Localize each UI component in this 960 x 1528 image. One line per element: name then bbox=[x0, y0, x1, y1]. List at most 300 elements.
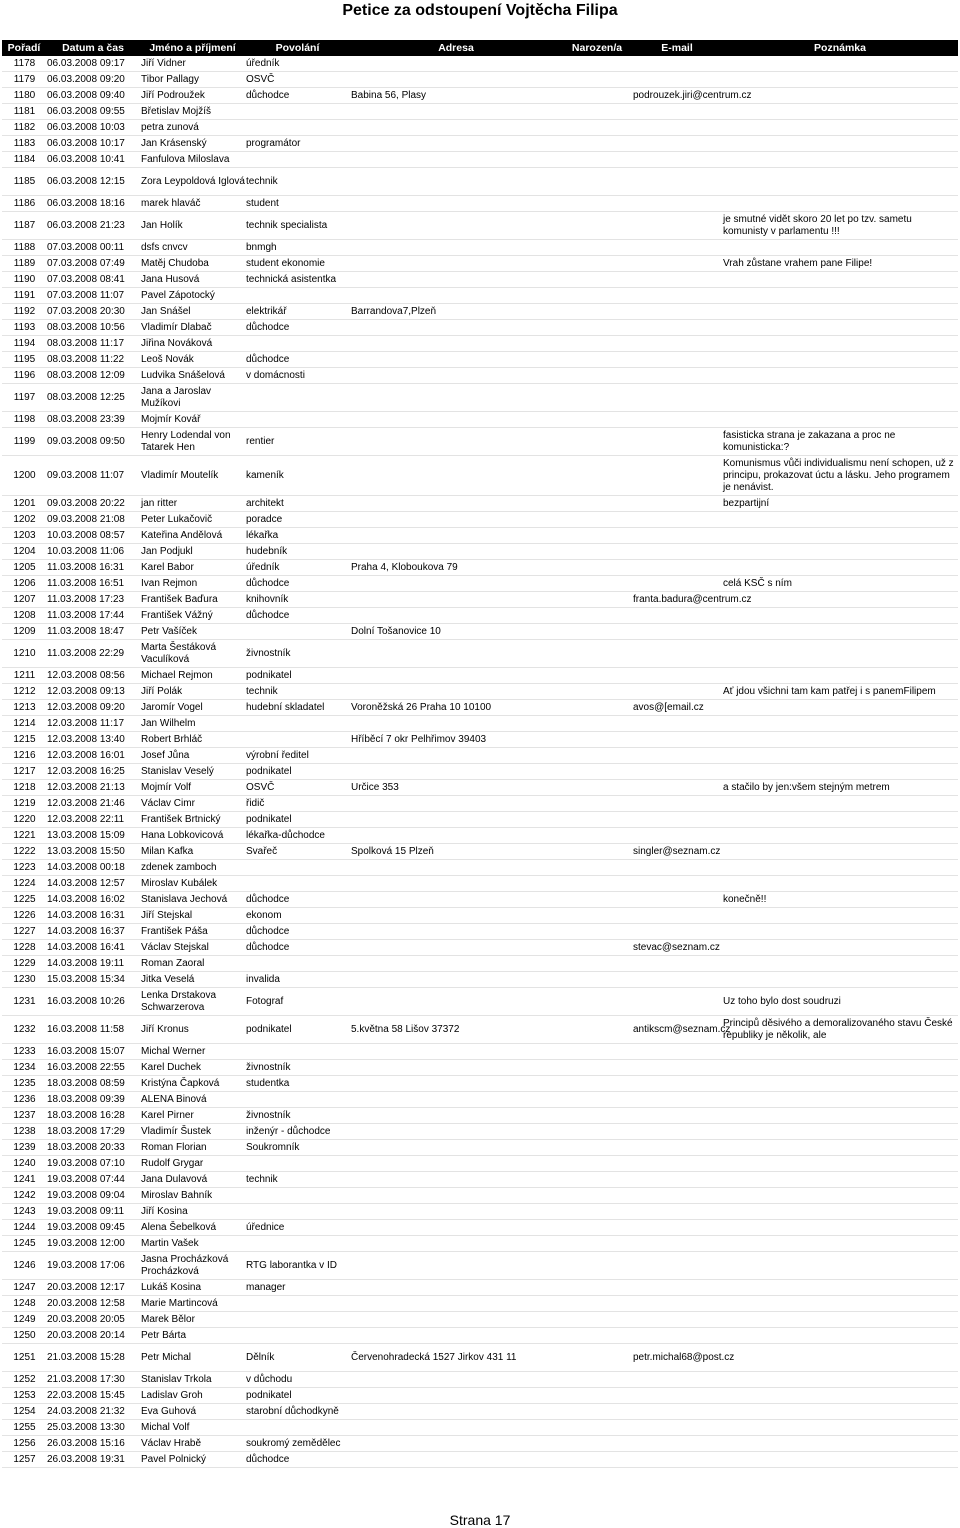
table-row bbox=[2, 72, 958, 88]
cell-note bbox=[722, 1388, 958, 1404]
cell-order: 1188 bbox=[2, 240, 46, 256]
cell-datetime: 19.03.2008 12:00 bbox=[46, 1236, 140, 1252]
table-row bbox=[2, 104, 958, 120]
cell-address bbox=[350, 1188, 562, 1204]
cell-occupation: podnikatel bbox=[245, 1016, 350, 1044]
cell-email bbox=[632, 72, 722, 88]
cell-born bbox=[562, 844, 632, 860]
table-row bbox=[2, 368, 958, 384]
table-row bbox=[2, 876, 958, 892]
cell-order: 1249 bbox=[2, 1312, 46, 1328]
cell-name: Eva Guhová bbox=[140, 1404, 245, 1420]
cell-email bbox=[632, 956, 722, 972]
cell-name: Jan Holík bbox=[140, 212, 245, 240]
cell-born bbox=[562, 812, 632, 828]
cell-occupation bbox=[245, 412, 350, 428]
cell-name: Jana Dulavová bbox=[140, 1172, 245, 1188]
cell-born bbox=[562, 1252, 632, 1280]
cell-name: Jiří Kronus bbox=[140, 1016, 245, 1044]
cell-born bbox=[562, 1076, 632, 1092]
cell-email bbox=[632, 640, 722, 668]
cell-order: 1246 bbox=[2, 1252, 46, 1280]
cell-note bbox=[722, 1076, 958, 1092]
cell-born bbox=[562, 412, 632, 428]
cell-note bbox=[722, 748, 958, 764]
cell-email bbox=[632, 256, 722, 272]
cell-occupation: úředník bbox=[245, 56, 350, 72]
table-row bbox=[2, 592, 958, 608]
cell-name: Zora Leypoldová Iglová bbox=[140, 168, 245, 196]
cell-note bbox=[722, 1220, 958, 1236]
cell-born bbox=[562, 1452, 632, 1468]
cell-email bbox=[632, 1076, 722, 1092]
cell-born bbox=[562, 336, 632, 352]
cell-datetime: 20.03.2008 12:58 bbox=[46, 1296, 140, 1312]
cell-datetime: 18.03.2008 17:29 bbox=[46, 1124, 140, 1140]
cell-email[interactable]: singler@seznam.cz bbox=[632, 844, 722, 860]
cell-name: Kristýna Čapková bbox=[140, 1076, 245, 1092]
table-row bbox=[2, 748, 958, 764]
cell-name: Jana Husová bbox=[140, 272, 245, 288]
cell-address bbox=[350, 908, 562, 924]
table-row bbox=[2, 1344, 958, 1372]
cell-note bbox=[722, 1372, 958, 1388]
cell-born bbox=[562, 668, 632, 684]
cell-note: Uz toho bylo dost soudruzi bbox=[722, 988, 958, 1016]
cell-address bbox=[350, 812, 562, 828]
table-row bbox=[2, 512, 958, 528]
cell-datetime: 08.03.2008 11:22 bbox=[46, 352, 140, 368]
cell-datetime: 07.03.2008 07:49 bbox=[46, 256, 140, 272]
cell-address bbox=[350, 320, 562, 336]
cell-name: Rudolf Grygar bbox=[140, 1156, 245, 1172]
cell-address bbox=[350, 1156, 562, 1172]
cell-occupation bbox=[245, 384, 350, 412]
cell-name: Jana a Jaroslav Mužíkovi bbox=[140, 384, 245, 412]
cell-note bbox=[722, 1108, 958, 1124]
cell-name: Jan Wilhelm bbox=[140, 716, 245, 732]
page-number: Strana 17 bbox=[449, 1512, 511, 1528]
cell-address: Červenohradecká 1527 Jirkov 431 11 bbox=[350, 1344, 562, 1372]
cell-born bbox=[562, 732, 632, 748]
cell-email bbox=[632, 1312, 722, 1328]
cell-datetime: 12.03.2008 08:56 bbox=[46, 668, 140, 684]
cell-note: konečně!! bbox=[722, 892, 958, 908]
table-header-row bbox=[2, 40, 958, 56]
cell-occupation: poradce bbox=[245, 512, 350, 528]
table-row bbox=[2, 1140, 958, 1156]
cell-email bbox=[632, 1372, 722, 1388]
cell-address bbox=[350, 684, 562, 700]
cell-occupation: lékařka bbox=[245, 528, 350, 544]
cell-occupation: důchodce bbox=[245, 88, 350, 104]
cell-datetime: 21.03.2008 17:30 bbox=[46, 1372, 140, 1388]
cell-occupation: student bbox=[245, 196, 350, 212]
cell-address bbox=[350, 72, 562, 88]
col-header-occupation: Povolání bbox=[245, 40, 350, 56]
cell-note bbox=[722, 812, 958, 828]
cell-email bbox=[632, 1156, 722, 1172]
cell-name: Jasna Procházková Procházková bbox=[140, 1252, 245, 1280]
cell-occupation: technická asistentka bbox=[245, 272, 350, 288]
cell-note bbox=[722, 640, 958, 668]
cell-email[interactable]: stevac@seznam.cz bbox=[632, 940, 722, 956]
table-row bbox=[2, 1220, 958, 1236]
cell-order: 1223 bbox=[2, 860, 46, 876]
cell-email bbox=[632, 528, 722, 544]
cell-address bbox=[350, 940, 562, 956]
cell-note bbox=[722, 136, 958, 152]
cell-note bbox=[722, 384, 958, 412]
cell-note bbox=[722, 1312, 958, 1328]
cell-address bbox=[350, 608, 562, 624]
cell-order: 1197 bbox=[2, 384, 46, 412]
cell-occupation: výrobní ředitel bbox=[245, 748, 350, 764]
cell-occupation bbox=[245, 1188, 350, 1204]
cell-datetime: 24.03.2008 21:32 bbox=[46, 1404, 140, 1420]
cell-born bbox=[562, 860, 632, 876]
cell-occupation: technik bbox=[245, 684, 350, 700]
cell-name: František Brtnický bbox=[140, 812, 245, 828]
cell-born bbox=[562, 384, 632, 412]
cell-datetime: 11.03.2008 18:47 bbox=[46, 624, 140, 640]
cell-occupation bbox=[245, 1092, 350, 1108]
cell-note bbox=[722, 668, 958, 684]
cell-born bbox=[562, 528, 632, 544]
cell-email bbox=[632, 56, 722, 72]
cell-order: 1213 bbox=[2, 700, 46, 716]
cell-email bbox=[632, 456, 722, 496]
cell-born bbox=[562, 748, 632, 764]
cell-address bbox=[350, 544, 562, 560]
cell-order: 1230 bbox=[2, 972, 46, 988]
cell-order: 1255 bbox=[2, 1420, 46, 1436]
cell-datetime: 10.03.2008 08:57 bbox=[46, 528, 140, 544]
cell-name: Michal Werner bbox=[140, 1044, 245, 1060]
cell-datetime: 12.03.2008 16:25 bbox=[46, 764, 140, 780]
cell-email bbox=[632, 428, 722, 456]
cell-name: Matěj Chudoba bbox=[140, 256, 245, 272]
cell-note bbox=[722, 1156, 958, 1172]
cell-email bbox=[632, 608, 722, 624]
cell-note bbox=[722, 1236, 958, 1252]
cell-note bbox=[722, 1296, 958, 1312]
cell-order: 1196 bbox=[2, 368, 46, 384]
cell-order: 1219 bbox=[2, 796, 46, 812]
cell-name: Jiří Stejskal bbox=[140, 908, 245, 924]
cell-name: Josef Jůna bbox=[140, 748, 245, 764]
cell-email[interactable]: podrouzek.jiri@centrum.cz bbox=[632, 88, 722, 104]
cell-name: Fanfulova Miloslava bbox=[140, 152, 245, 168]
table-row bbox=[2, 288, 958, 304]
cell-order: 1186 bbox=[2, 196, 46, 212]
table-row bbox=[2, 608, 958, 624]
cell-born bbox=[562, 892, 632, 908]
cell-order: 1240 bbox=[2, 1156, 46, 1172]
cell-datetime: 08.03.2008 10:56 bbox=[46, 320, 140, 336]
cell-email bbox=[632, 1280, 722, 1296]
cell-born bbox=[562, 304, 632, 320]
cell-note bbox=[722, 412, 958, 428]
cell-note bbox=[722, 796, 958, 812]
cell-name: Karel Pirner bbox=[140, 1108, 245, 1124]
cell-email bbox=[632, 240, 722, 256]
cell-order: 1216 bbox=[2, 748, 46, 764]
cell-occupation bbox=[245, 716, 350, 732]
cell-email bbox=[632, 812, 722, 828]
cell-email bbox=[632, 924, 722, 940]
cell-address bbox=[350, 1420, 562, 1436]
cell-email bbox=[632, 1388, 722, 1404]
cell-address bbox=[350, 796, 562, 812]
cell-occupation: ekonom bbox=[245, 908, 350, 924]
cell-occupation: RTG laborantka v ID bbox=[245, 1252, 350, 1280]
cell-name: Alena Šebelková bbox=[140, 1220, 245, 1236]
cell-note bbox=[722, 1436, 958, 1452]
cell-name: Mojmír Volf bbox=[140, 780, 245, 796]
cell-occupation bbox=[245, 104, 350, 120]
cell-email bbox=[632, 1108, 722, 1124]
cell-order: 1225 bbox=[2, 892, 46, 908]
cell-note bbox=[722, 1172, 958, 1188]
cell-datetime: 09.03.2008 21:08 bbox=[46, 512, 140, 528]
cell-name: Jan Snášel bbox=[140, 304, 245, 320]
cell-datetime: 12.03.2008 22:11 bbox=[46, 812, 140, 828]
cell-email bbox=[632, 1252, 722, 1280]
cell-note bbox=[722, 336, 958, 352]
cell-note: celá KSČ s ním bbox=[722, 576, 958, 592]
col-header-name: Jméno a příjmení bbox=[140, 40, 245, 56]
cell-email bbox=[632, 780, 722, 796]
cell-datetime: 11.03.2008 22:29 bbox=[46, 640, 140, 668]
cell-born bbox=[562, 1156, 632, 1172]
cell-datetime: 26.03.2008 19:31 bbox=[46, 1452, 140, 1468]
cell-note bbox=[722, 304, 958, 320]
cell-note bbox=[722, 512, 958, 528]
cell-born bbox=[562, 1312, 632, 1328]
cell-born bbox=[562, 560, 632, 576]
cell-datetime: 08.03.2008 11:17 bbox=[46, 336, 140, 352]
cell-email[interactable]: petr.michal68@post.cz bbox=[632, 1344, 722, 1372]
cell-occupation: živnostník bbox=[245, 1060, 350, 1076]
table-row bbox=[2, 1016, 958, 1044]
cell-note bbox=[722, 352, 958, 368]
cell-name: Stanislav Trkola bbox=[140, 1372, 245, 1388]
cell-born bbox=[562, 368, 632, 384]
cell-note: a stačilo by jen:všem stejným metrem bbox=[722, 780, 958, 796]
cell-born bbox=[562, 684, 632, 700]
cell-born bbox=[562, 196, 632, 212]
cell-note bbox=[722, 956, 958, 972]
cell-email bbox=[632, 1452, 722, 1468]
table-row bbox=[2, 576, 958, 592]
cell-order: 1222 bbox=[2, 844, 46, 860]
cell-name: Michal Volf bbox=[140, 1420, 245, 1436]
cell-occupation bbox=[245, 732, 350, 748]
cell-order: 1232 bbox=[2, 1016, 46, 1044]
cell-order: 1185 bbox=[2, 168, 46, 196]
cell-note bbox=[722, 1404, 958, 1420]
cell-address bbox=[350, 428, 562, 456]
cell-address: Voroněžská 26 Praha 10 10100 bbox=[350, 700, 562, 716]
cell-order: 1226 bbox=[2, 908, 46, 924]
cell-order: 1189 bbox=[2, 256, 46, 272]
cell-address bbox=[350, 336, 562, 352]
cell-name: Jaromír Vogel bbox=[140, 700, 245, 716]
cell-address bbox=[350, 1388, 562, 1404]
cell-name: Peter Lukačovič bbox=[140, 512, 245, 528]
cell-born bbox=[562, 700, 632, 716]
table-row bbox=[2, 716, 958, 732]
cell-order: 1248 bbox=[2, 1296, 46, 1312]
cell-order: 1238 bbox=[2, 1124, 46, 1140]
cell-datetime: 06.03.2008 09:40 bbox=[46, 88, 140, 104]
cell-email bbox=[632, 796, 722, 812]
cell-address bbox=[350, 1172, 562, 1188]
cell-address bbox=[350, 1312, 562, 1328]
cell-occupation: důchodce bbox=[245, 352, 350, 368]
cell-address bbox=[350, 256, 562, 272]
cell-note bbox=[722, 700, 958, 716]
cell-address: Spolková 15 Plzeň bbox=[350, 844, 562, 860]
cell-born bbox=[562, 1140, 632, 1156]
cell-datetime: 14.03.2008 16:02 bbox=[46, 892, 140, 908]
cell-note bbox=[722, 1280, 958, 1296]
cell-occupation: důchodce bbox=[245, 940, 350, 956]
cell-occupation: lékařka-důchodce bbox=[245, 828, 350, 844]
cell-note bbox=[722, 608, 958, 624]
page-title: Petice za odstoupení Vojtěcha Filipa bbox=[342, 2, 618, 19]
cell-note bbox=[722, 1044, 958, 1060]
table-row bbox=[2, 812, 958, 828]
cell-born bbox=[562, 212, 632, 240]
cell-datetime: 07.03.2008 20:30 bbox=[46, 304, 140, 320]
cell-datetime: 14.03.2008 16:31 bbox=[46, 908, 140, 924]
cell-datetime: 06.03.2008 10:03 bbox=[46, 120, 140, 136]
cell-born bbox=[562, 1188, 632, 1204]
cell-occupation: Dělník bbox=[245, 1344, 350, 1372]
cell-name: ALENA Binová bbox=[140, 1092, 245, 1108]
cell-datetime: 12.03.2008 21:13 bbox=[46, 780, 140, 796]
cell-address bbox=[350, 352, 562, 368]
cell-datetime: 26.03.2008 15:16 bbox=[46, 1436, 140, 1452]
cell-born bbox=[562, 72, 632, 88]
cell-note bbox=[722, 1344, 958, 1372]
cell-order: 1218 bbox=[2, 780, 46, 796]
table-row bbox=[2, 1252, 958, 1280]
cell-email bbox=[632, 212, 722, 240]
cell-born bbox=[562, 288, 632, 304]
cell-occupation: OSVČ bbox=[245, 780, 350, 796]
cell-name: Václav Hrabě bbox=[140, 1436, 245, 1452]
cell-datetime: 11.03.2008 17:44 bbox=[46, 608, 140, 624]
cell-email bbox=[632, 560, 722, 576]
table-row bbox=[2, 428, 958, 456]
cell-occupation: důchodce bbox=[245, 924, 350, 940]
cell-born bbox=[562, 1372, 632, 1388]
cell-email bbox=[632, 860, 722, 876]
cell-note bbox=[722, 860, 958, 876]
cell-email bbox=[632, 152, 722, 168]
cell-occupation: důchodce bbox=[245, 320, 350, 336]
cell-name: Jiří Vidner bbox=[140, 56, 245, 72]
cell-datetime: 12.03.2008 11:17 bbox=[46, 716, 140, 732]
cell-datetime: 18.03.2008 08:59 bbox=[46, 1076, 140, 1092]
cell-email bbox=[632, 1420, 722, 1436]
table-row bbox=[2, 1092, 958, 1108]
cell-email bbox=[632, 1220, 722, 1236]
cell-note: Ať jdou všichni tam kam patřej i s panemFilipem bbox=[722, 684, 958, 700]
cell-occupation: invalida bbox=[245, 972, 350, 988]
cell-order: 1239 bbox=[2, 1140, 46, 1156]
cell-born bbox=[562, 1436, 632, 1452]
cell-note bbox=[722, 72, 958, 88]
cell-occupation: Fotograf bbox=[245, 988, 350, 1016]
cell-born bbox=[562, 908, 632, 924]
table-row bbox=[2, 1404, 958, 1420]
cell-born bbox=[562, 456, 632, 496]
cell-datetime: 12.03.2008 21:46 bbox=[46, 796, 140, 812]
cell-note bbox=[722, 732, 958, 748]
cell-email bbox=[632, 624, 722, 640]
cell-occupation: technik bbox=[245, 168, 350, 196]
cell-email[interactable]: antikscm@seznam.cz bbox=[632, 1016, 722, 1044]
cell-order: 1254 bbox=[2, 1404, 46, 1420]
cell-name: Jan Krásenský bbox=[140, 136, 245, 152]
table-row bbox=[2, 412, 958, 428]
cell-email[interactable]: avos@[email.cz bbox=[632, 700, 722, 716]
table-row bbox=[2, 668, 958, 684]
table-row bbox=[2, 860, 958, 876]
cell-order: 1194 bbox=[2, 336, 46, 352]
cell-born bbox=[562, 428, 632, 456]
table-row bbox=[2, 1172, 958, 1188]
cell-address bbox=[350, 456, 562, 496]
cell-note bbox=[722, 844, 958, 860]
cell-born bbox=[562, 1060, 632, 1076]
cell-born bbox=[562, 592, 632, 608]
cell-datetime: 06.03.2008 18:16 bbox=[46, 196, 140, 212]
cell-email bbox=[632, 304, 722, 320]
cell-name: Miroslav Bahník bbox=[140, 1188, 245, 1204]
cell-occupation: úředník bbox=[245, 560, 350, 576]
cell-order: 1206 bbox=[2, 576, 46, 592]
col-header-order: Pořadí bbox=[2, 40, 46, 56]
cell-name: Marta Šestáková Vaculíková bbox=[140, 640, 245, 668]
cell-born bbox=[562, 272, 632, 288]
cell-born bbox=[562, 1204, 632, 1220]
cell-occupation: Svařeč bbox=[245, 844, 350, 860]
cell-name: Miroslav Kubálek bbox=[140, 876, 245, 892]
cell-email bbox=[632, 336, 722, 352]
cell-occupation: studentka bbox=[245, 1076, 350, 1092]
table-body bbox=[2, 56, 958, 1468]
cell-occupation: podnikatel bbox=[245, 764, 350, 780]
cell-name: Robert Brhláč bbox=[140, 732, 245, 748]
cell-email[interactable]: franta.badura@centrum.cz bbox=[632, 592, 722, 608]
cell-born bbox=[562, 1420, 632, 1436]
cell-email bbox=[632, 988, 722, 1016]
cell-order: 1178 bbox=[2, 56, 46, 72]
cell-address bbox=[350, 860, 562, 876]
cell-address bbox=[350, 1280, 562, 1296]
cell-name: jan ritter bbox=[140, 496, 245, 512]
cell-born bbox=[562, 988, 632, 1016]
cell-order: 1193 bbox=[2, 320, 46, 336]
cell-email bbox=[632, 1188, 722, 1204]
cell-datetime: 06.03.2008 09:55 bbox=[46, 104, 140, 120]
cell-note bbox=[722, 908, 958, 924]
